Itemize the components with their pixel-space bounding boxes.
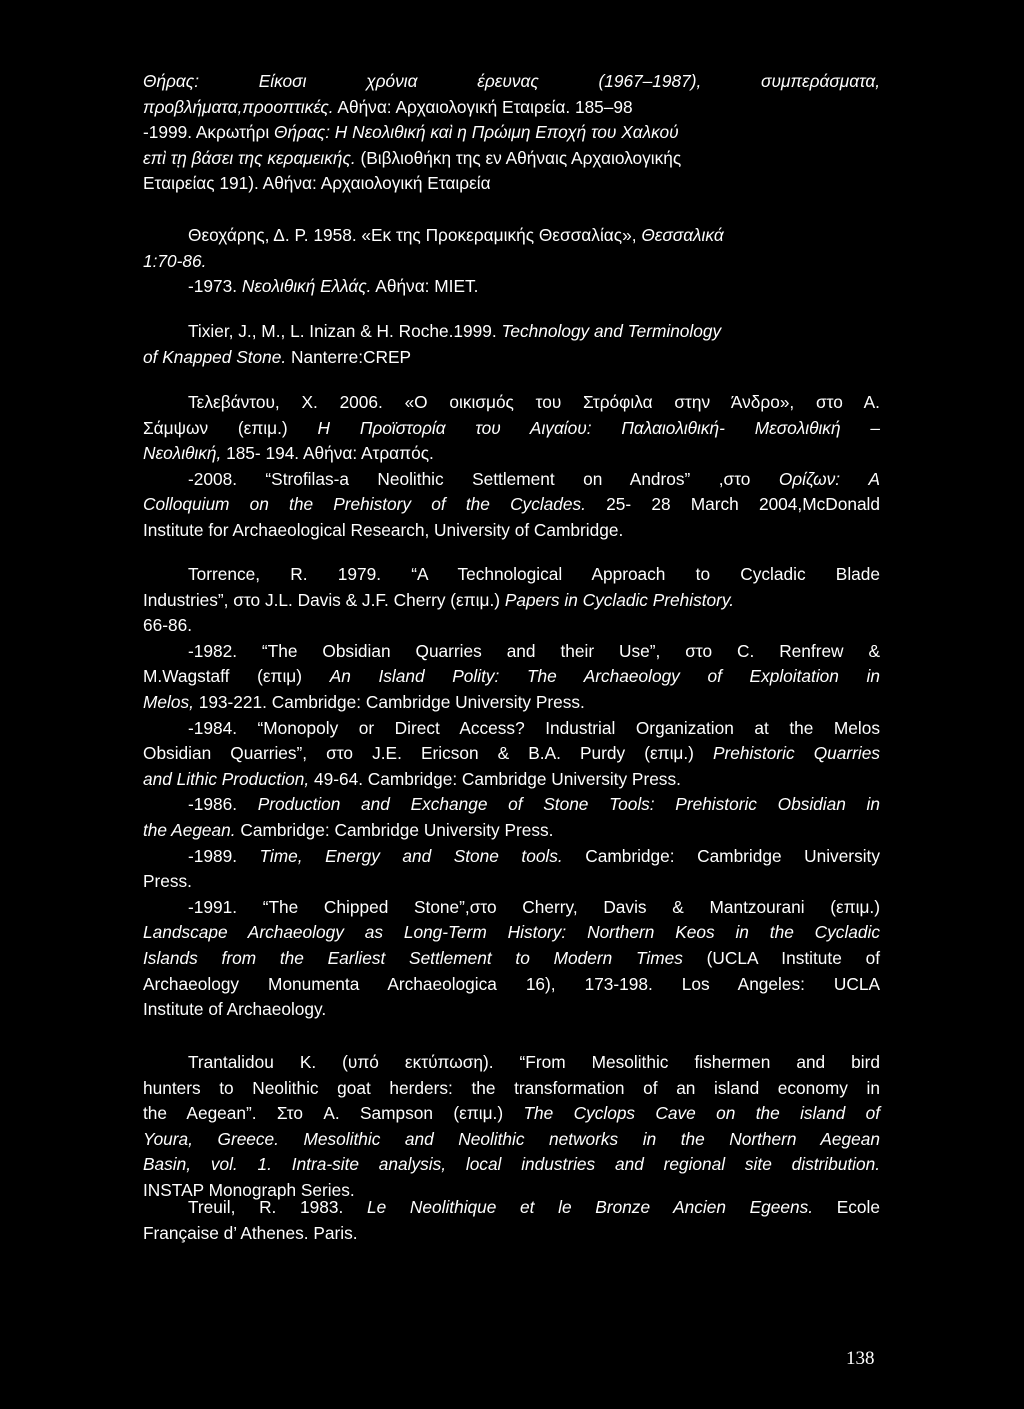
ref-text: 66-86. (143, 615, 193, 636)
ref-title: Melos, (143, 691, 194, 712)
ref-title: Islands from the Earliest Settlement to Modern Times (143, 947, 683, 968)
ref-line (143, 1101, 880, 1127)
ref-text: Αθήνα: ΜΙΕΤ. (371, 276, 479, 297)
ref-line (143, 441, 880, 467)
ref-line (143, 1221, 880, 1247)
ref-text: Française d’ Athenes. Paris. (143, 1222, 358, 1243)
ref-text: Press. (143, 871, 192, 892)
reference-entry-tixier (143, 319, 880, 370)
ref-text: the Aegean”. Στο A. Sampson (επιμ.) (143, 1103, 524, 1124)
ref-text: Cambridge: Cambridge University Press. (235, 819, 554, 840)
ref-text: INSTAP Monograph Series. (143, 1179, 355, 1200)
ref-text: -1984. “Monopoly or Direct Access? Industrial Organization at the Melos (188, 717, 880, 738)
ref-text: M.Wagstaff (επιμ) (143, 666, 330, 687)
ref-line (143, 741, 880, 767)
ref-line (143, 390, 880, 416)
ref-line (143, 95, 880, 121)
ref-text: Αθήνα: Αρχαιολογική Εταιρεία. 185–98 (333, 96, 633, 117)
ref-text: 185- 194. Αθήνα: Ατραπός. (221, 443, 434, 464)
ref-line (143, 1076, 880, 1102)
ref-line (143, 146, 880, 172)
ref-text: Εταιρείας 191). Αθήνα: Αρχαιολογική Εταιρεία (143, 173, 491, 194)
ref-title: προβλήματα,προοπτικές. (143, 96, 334, 117)
ref-text: Nanterre:CREP (286, 346, 412, 367)
ref-title: of Knapped Stone. (143, 346, 287, 367)
ref-title: Θήρας: Η Νεολιθική καὶ η Πρώιμη Εποχή του Χαλκού (274, 122, 679, 143)
ref-title: and Lithic Production, (143, 768, 310, 789)
ref-text: Trantalidou K. (υπό εκτύπωση). “From Mesolithic fishermen and bird (188, 1052, 880, 1072)
ref-text: Θεοχάρης, Δ. Ρ. 1958. «Εκ της Προκεραμικής Θεσσαλίας», (188, 225, 642, 245)
ref-line (143, 946, 880, 972)
ref-text: 193-221. Cambridge: Cambridge University Press. (193, 691, 585, 712)
ref-line (143, 1152, 880, 1178)
ref-line (143, 639, 880, 665)
ref-title: 1:70-86. (143, 250, 207, 271)
ref-title: the Aegean. (143, 819, 236, 840)
ref-text: Institute for Archaeological Research, University of Cambridge. (143, 519, 624, 540)
ref-line (143, 1195, 880, 1221)
ref-text: -2008. “Strofilas-a Neolithic Settlement on Andros” ,στο (188, 468, 779, 489)
ref-line (143, 997, 880, 1023)
ref-title: Time, Energy and Stone tools. (259, 845, 563, 866)
ref-line (143, 844, 880, 870)
ref-line (143, 869, 880, 895)
ref-title: Νεολιθική Ελλάς. (241, 276, 372, 297)
ref-line (143, 518, 880, 544)
ref-text: 49-64. Cambridge: Cambridge University Press. (309, 768, 681, 789)
ref-title: The Cyclops Cave on the island of (523, 1103, 880, 1124)
ref-text: -1991. “The Chipped Stone”,στο Cherry, Davis & Mantzourani (επιμ.) (188, 896, 880, 917)
ref-title: Colloquium on the Prehistory of the Cyclades. (143, 494, 586, 515)
ref-line (143, 767, 880, 793)
ref-title: Landscape Archaeology as Long-Term History: Northern Keos in the Cycladic (143, 922, 880, 943)
ref-line (143, 492, 880, 518)
ref-line (143, 274, 880, 300)
ref-line (143, 716, 880, 742)
reference-entry-trantalidou (143, 1050, 880, 1204)
ref-text: (Βιβλιοθήκη της εν Αθήναις Αρχαιολογικής (355, 147, 682, 168)
ref-text: Torrence, R. 1979. “A Technological Approach to Cycladic Blade (188, 564, 880, 584)
ref-text: (UCLA Institute of (682, 947, 880, 968)
ref-text: Σάμψων (επιμ.) (143, 417, 318, 438)
ref-title: επὶ τῃ βάσει της κεραμεικής. (143, 147, 356, 168)
ref-title: Technology and Terminology (501, 321, 722, 341)
ref-line (143, 588, 880, 614)
ref-text: Ecole (813, 1197, 880, 1217)
ref-line (143, 792, 880, 818)
ref-title: Basin, vol. 1. Intra-site analysis, local industries and regional site distribution. (143, 1154, 880, 1175)
page-number: 138 (846, 1348, 875, 1369)
ref-text: Cambridge: Cambridge University (562, 845, 880, 866)
reference-entry-thera (143, 69, 880, 197)
ref-title: Papers in Cycladic Prehistory. (504, 589, 735, 610)
ref-line (143, 223, 880, 249)
ref-text: Tixier, J., M., L. Inizan & H. Roche.1999. (188, 321, 502, 341)
ref-line (143, 1127, 880, 1153)
ref-title: Θεσσαλικά (641, 225, 724, 245)
ref-text: hunters to Neolithic goat herders: the transformation of an island economy in (143, 1077, 880, 1098)
ref-line (143, 562, 880, 588)
ref-text: -1989. (188, 845, 260, 866)
ref-title: Le Neolithique et le Bronze Ancien Egeens. (366, 1197, 814, 1217)
ref-title: Η Προϊστορία του Αιγαίου: Παλαιολιθική- Μεσολιθική – (317, 417, 880, 438)
ref-title: Youra, Greece. Mesolithic and Neolithic networks in the Northern Aegean (143, 1128, 880, 1149)
ref-text: Industries”, στο J.L. Davis & J.F. Cherry (επιμ.) (143, 589, 505, 610)
reference-entry-torrence (143, 562, 880, 1023)
ref-title: Ορίζων: A (778, 468, 880, 489)
ref-text: -1973. (188, 276, 242, 297)
ref-line (143, 818, 880, 844)
ref-line (143, 613, 880, 639)
ref-line (143, 972, 880, 998)
ref-line (143, 895, 880, 921)
ref-text: Institute of Archaeology. (143, 999, 327, 1020)
ref-line (143, 249, 880, 275)
ref-line (143, 1050, 880, 1076)
ref-line (143, 920, 880, 946)
ref-text: Archaeology Monumenta Archaeologica 16), 173-198. Los Angeles: UCLA (143, 973, 880, 994)
reference-entry-televantou (143, 390, 880, 544)
ref-text: -1986. (188, 794, 258, 815)
ref-title: An Island Polity: The Archaeology of Exploitation in (329, 666, 880, 687)
ref-line (143, 171, 880, 197)
ref-line (143, 416, 880, 442)
ref-line (143, 664, 880, 690)
ref-text: -1982. “The Obsidian Quarries and their Use”, στο C. Renfrew & (188, 640, 880, 661)
reference-entry-theocharis (143, 223, 880, 300)
ref-title: Production and Exchange of Stone Tools: Prehistoric Obsidian in (257, 794, 880, 815)
reference-entry-treuil (143, 1195, 880, 1246)
ref-title: Θήρας: Είκοσι χρόνια έρευνας (1967–1987), συμπεράσματα, (143, 71, 880, 91)
ref-line (143, 690, 880, 716)
ref-line (143, 69, 880, 95)
ref-text: 25- 28 March 2004,McDonald (585, 494, 880, 515)
ref-text: -1999. Ακρωτήρι (143, 122, 275, 143)
ref-line (143, 467, 880, 493)
ref-text: Τελεβάντου, Χ. 2006. «Ο οικισμός του Στρόφιλα στην Άνδρο», στο Α. (188, 392, 880, 412)
ref-text: Treuil, R. 1983. (188, 1197, 367, 1217)
ref-line (143, 345, 880, 371)
ref-title: Νεολιθική, (143, 443, 222, 464)
ref-line (143, 319, 880, 345)
ref-text: Obsidian Quarries”, στο J.E. Ericson & B.A. Purdy (επιμ.) (143, 743, 714, 764)
ref-line (143, 120, 880, 146)
ref-title: Prehistoric Quarries (713, 743, 880, 764)
